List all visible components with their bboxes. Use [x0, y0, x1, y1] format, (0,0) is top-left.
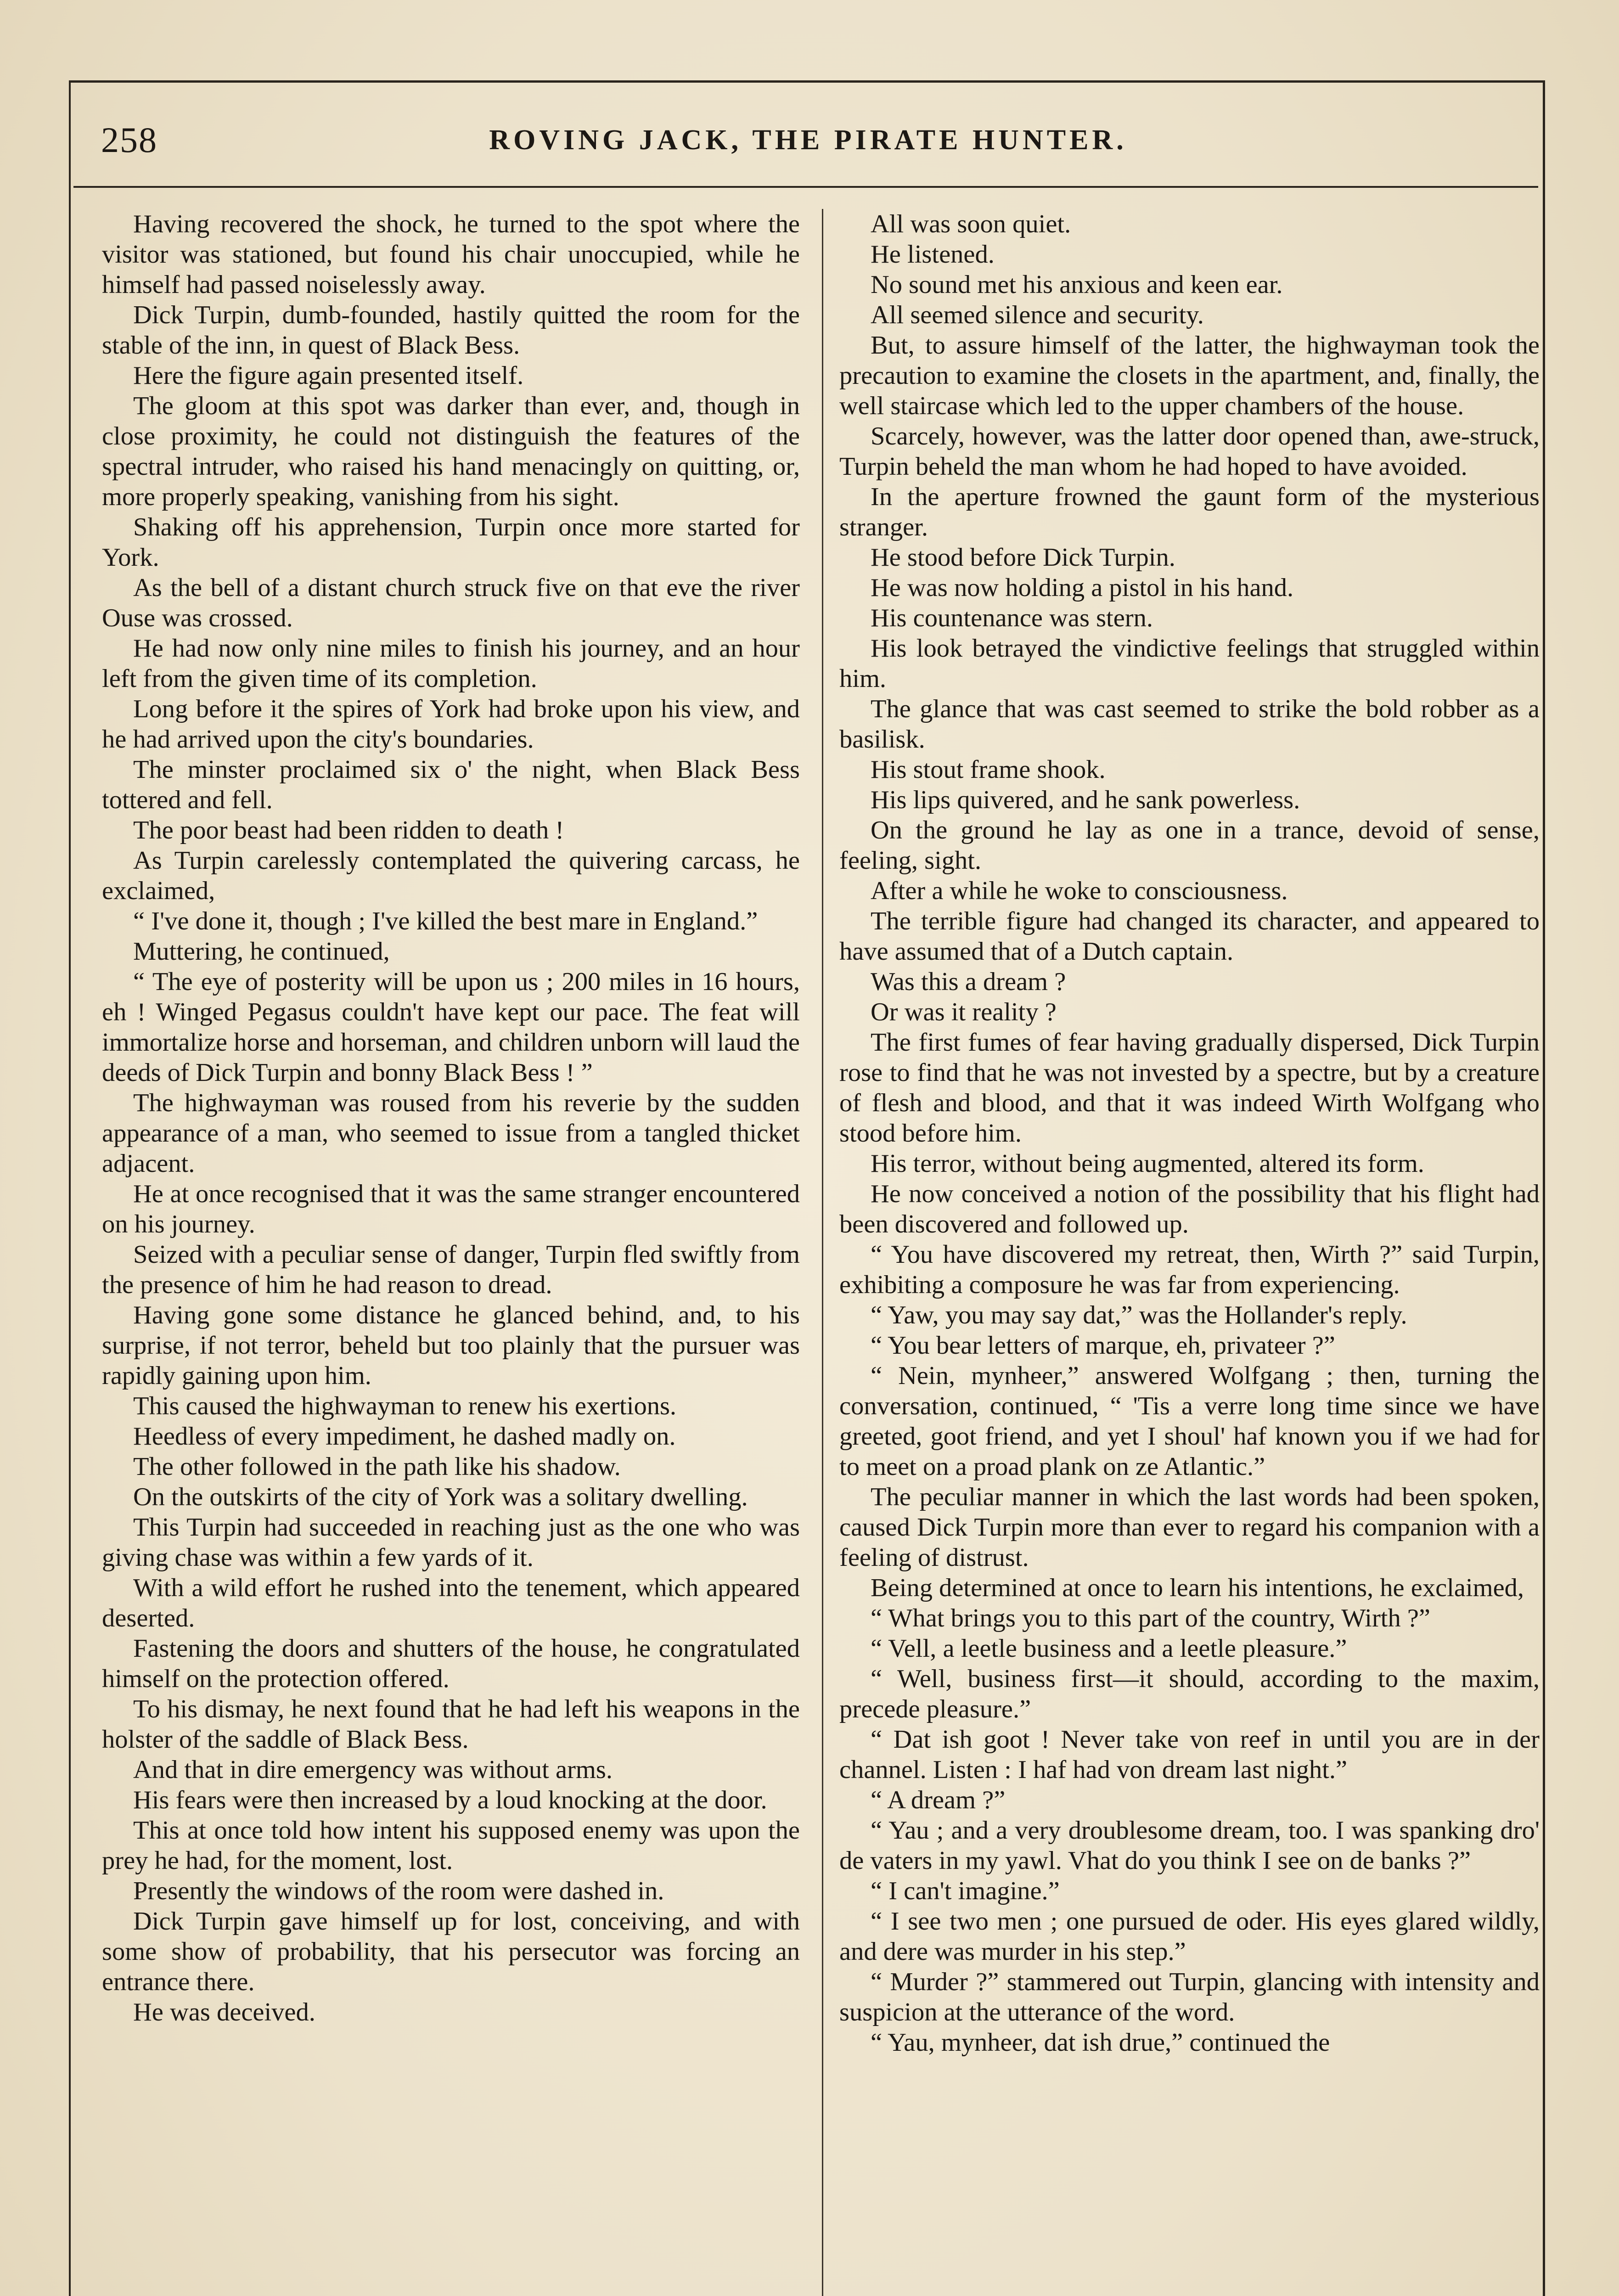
paragraph: “ Vell, a leetle business and a leetle pleasure.” — [871, 1634, 1347, 1663]
paragraph: His fears were then increased by a loud knocking at the door. — [133, 1786, 767, 1814]
paragraph: The minster proclaimed six o' the night, when Black Bess tottered and fell. — [102, 755, 800, 814]
right-column — [839, 209, 1540, 2296]
paragraph: As Turpin carelessly contemplated the quivering carcass, he exclaimed, — [102, 846, 800, 905]
paragraph: “ What brings you to this part of the country, Wirth ?” — [871, 1604, 1430, 1632]
paragraph: Heedless of every impediment, he dashed madly on. — [133, 1422, 676, 1451]
paragraph: Shaking off his apprehension, Turpin once more started for York. — [102, 513, 800, 572]
paragraph: He now conceived a notion of the possibility that his flight had been discovered and followed up. — [839, 1180, 1540, 1238]
paragraph: The first fumes of fear having gradually dispersed, Dick Turpin rose to find that he was not invested by a spectre, but by a creature of flesh and blood, and that it was indeed Wirth Wolfgang who stood before him. — [839, 1028, 1540, 1148]
header-rule — [73, 186, 1538, 188]
paragraph: Having gone some distance he glanced behind, and, to his surprise, if not terror, beheld but too plainly that the pursuer was rapidly gaining upon him. — [102, 1301, 800, 1390]
paragraph: The gloom at this spot was darker than ever, and, though in close proximity, he could not distinguish the features of the spectral intruder, who raised his hand menacingly on quitting, or, more properly speaking, vanishing from his sight. — [102, 392, 800, 511]
paragraph: Scarcely, however, was the latter door opened than, awe-struck, Turpin beheld the man whom he had hoped to have avoided. — [839, 422, 1540, 481]
running-head: ROVING JACK, THE PIRATE HUNTER. — [489, 124, 1127, 156]
paragraph: He was now holding a pistol in his hand. — [871, 574, 1294, 602]
left-column — [102, 209, 800, 2296]
paragraph: On the outskirts of the city of York was a solitary dwelling. — [133, 1483, 748, 1511]
paragraph: “ Yau ; and a very droublesome dream, too. I was spanking dro' de vaters in my yawl. Vhat do you think I see on de banks ?” — [839, 1816, 1540, 1875]
paragraph: Here the figure again presented itself. — [133, 361, 524, 390]
paragraph: His terror, without being augmented, altered its form. — [871, 1149, 1424, 1178]
paragraph: His lips quivered, and he sank powerless. — [871, 786, 1300, 814]
paragraph: This caused the highwayman to renew his exertions. — [133, 1392, 677, 1420]
paragraph: He had now only nine miles to finish his journey, and an hour left from the given time of its completion. — [102, 634, 800, 693]
paragraph: “ I can't imagine.” — [871, 1877, 1060, 1905]
paragraph: To his dismay, he next found that he had left his weapons in the holster of the saddle of Black Bess. — [102, 1695, 800, 1754]
paragraph: He was deceived. — [133, 1998, 315, 2026]
page-number: 258 — [101, 120, 157, 160]
paragraph: Or was it reality ? — [871, 998, 1057, 1026]
paragraph: “ You bear letters of marque, eh, privateer ?” — [871, 1331, 1335, 1360]
paragraph: “ Murder ?” stammered out Turpin, glancing with intensity and suspicion at the utterance of the word. — [839, 1968, 1540, 2026]
paragraph: The highwayman was roused from his reverie by the sudden appearance of a man, who seemed to issue from a tangled thicket adjacent. — [102, 1089, 800, 1178]
paragraph: Dick Turpin gave himself up for lost, conceiving, and with some show of probability, that his persecutor was forcing an entrance there. — [102, 1907, 800, 1996]
paragraph: But, to assure himself of the latter, the highwayman took the precaution to examine the closets in the apartment, and, finally, the well staircase which led to the upper chambers of the house. — [839, 331, 1540, 420]
paragraph: He at once recognised that it was the same stranger encountered on his journey. — [102, 1180, 800, 1238]
paragraph: “ Yau, mynheer, dat ish drue,” continued the — [871, 2028, 1330, 2057]
paragraph: Having recovered the shock, he turned to the spot where the visitor was stationed, but found his chair unoccupied, while he himself had passed noiselessly away. — [102, 210, 800, 299]
paragraph: With a wild effort he rushed into the tenement, which appeared deserted. — [102, 1574, 800, 1632]
paragraph: Fastening the doors and shutters of the house, he congratulated himself on the protection offered. — [102, 1634, 800, 1693]
paragraph: “ You have discovered my retreat, then, Wirth ?” said Turpin, exhibiting a composure he was far from experiencing. — [839, 1240, 1540, 1299]
paragraph: His look betrayed the vindictive feelings that struggled within him. — [839, 634, 1540, 693]
paragraph: “ Nein, mynheer,” answered Wolfgang ; then, turning the conversation, continued, “ 'Tis a verre long time since we have greeted, goot friend, and yet I shoul' haf known you if we had for to meet on a proad plank on ze Atlantic.” — [839, 1362, 1540, 1481]
paragraph: Seized with a peculiar sense of danger, Turpin fled swiftly from the presence of him he had reason to dread. — [102, 1240, 800, 1299]
paragraph: He listened. — [871, 240, 995, 269]
page-header — [73, 110, 1543, 179]
paragraph: “ Dat ish goot ! Never take von reef in until you are in der channel. Listen : I haf had von dream last night.” — [839, 1725, 1540, 1784]
paragraph: Was this a dream ? — [871, 968, 1066, 996]
paragraph: The poor beast had been ridden to death ! — [133, 816, 564, 844]
paragraph: The peculiar manner in which the last words had been spoken, caused Dick Turpin more than ever to regard his companion with a feeling of distrust. — [839, 1483, 1540, 1572]
paragraph: Long before it the spires of York had broke upon his view, and he had arrived upon the city's boundaries. — [102, 695, 800, 754]
paragraph: The other followed in the path like his shadow. — [133, 1452, 621, 1481]
column-divider — [822, 209, 823, 2296]
right-border-rule — [1543, 80, 1545, 2296]
paragraph: Muttering, he continued, — [133, 937, 390, 966]
paragraph: He stood before Dick Turpin. — [871, 543, 1175, 572]
paragraph: As the bell of a distant church struck five on that eve the river Ouse was crossed. — [102, 574, 800, 632]
paragraph: “ The eye of posterity will be upon us ; 200 miles in 16 hours, eh ! Winged Pegasus couldn't have kept our pace. The feat will immortalize horse and horseman, and children unborn will laud the deeds of Dick Turpin and bonny Black Bess ! ” — [102, 968, 800, 1087]
paragraph: On the ground he lay as one in a trance, devoid of sense, feeling, sight. — [839, 816, 1540, 875]
paragraph: “ I see two men ; one pursued de oder. His eyes glared wildly, and dere was murder in his step.” — [839, 1907, 1540, 1966]
paragraph: Being determined at once to learn his intentions, he exclaimed, — [871, 1574, 1524, 1602]
paragraph: Presently the windows of the room were dashed in. — [133, 1877, 664, 1905]
paragraph: “ Well, business first—it should, according to the maxim, precede pleasure.” — [839, 1665, 1540, 1723]
paragraph: The terrible figure had changed its character, and appeared to have assumed that of a Dutch captain. — [839, 907, 1540, 966]
paragraph: His countenance was stern. — [871, 604, 1153, 632]
paragraph: “ I've done it, though ; I've killed the best mare in England.” — [133, 907, 758, 935]
paragraph: All was soon quiet. — [871, 210, 1071, 238]
paragraph: This at once told how intent his supposed enemy was upon the prey he had, for the moment, lost. — [102, 1816, 800, 1875]
paragraph: No sound met his anxious and keen ear. — [871, 270, 1283, 299]
paragraph: His stout frame shook. — [871, 755, 1106, 784]
paragraph: All seemed silence and security. — [871, 301, 1204, 329]
paragraph: The glance that was cast seemed to strike the bold robber as a basilisk. — [839, 695, 1540, 754]
paragraph: And that in dire emergency was without arms. — [133, 1756, 613, 1784]
paragraph: Dick Turpin, dumb-founded, hastily quitted the room for the stable of the inn, in quest of Black Bess. — [102, 301, 800, 360]
paragraph: This Turpin had succeeded in reaching just as the one who was giving chase was within a few yards of it. — [102, 1513, 800, 1572]
paragraph: “ A dream ?” — [871, 1786, 1006, 1814]
paragraph: “ Yaw, you may say dat,” was the Hollander's reply. — [871, 1301, 1407, 1329]
paragraph: In the aperture frowned the gaunt form of the mysterious stranger. — [839, 483, 1540, 541]
paragraph: After a while he woke to consciousness. — [871, 877, 1288, 905]
